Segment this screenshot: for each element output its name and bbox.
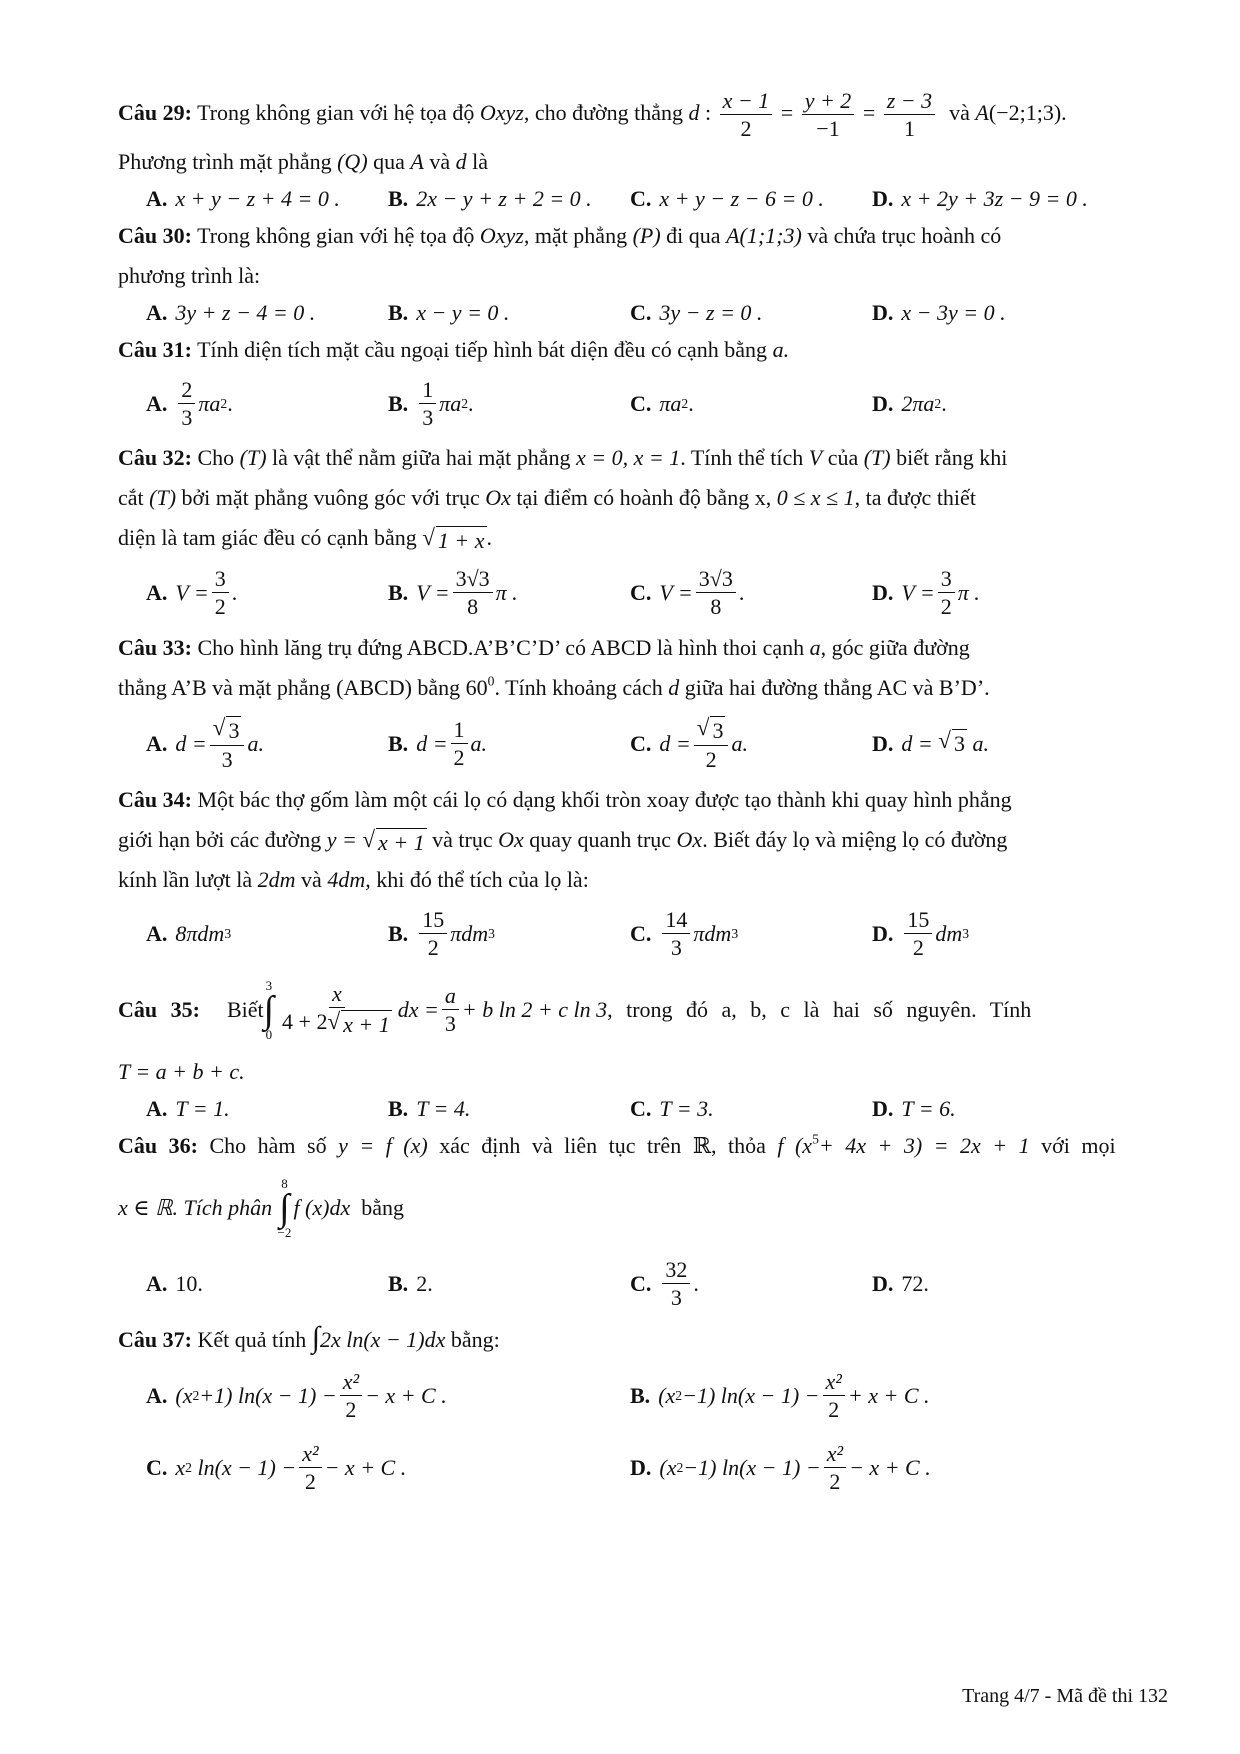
option-d[interactable]: D. d = √ 3 a.	[872, 727, 989, 757]
question-label: Câu 31:	[118, 336, 192, 362]
question-label: Câu 29:	[118, 99, 192, 125]
option-b[interactable]: B. x − y = 0 .	[388, 299, 510, 325]
option-a[interactable]: A. 8πdm 3	[146, 920, 232, 946]
option-c[interactable]: C. d = √ 3 2 a.	[630, 713, 748, 773]
option-b[interactable]: B. 2.	[388, 1270, 433, 1296]
question-30	[118, 216, 1168, 330]
question-34	[118, 780, 1168, 968]
option-d[interactable]: D. 2πa 2 .	[872, 390, 947, 416]
question-32	[118, 438, 1168, 628]
option-c[interactable]: C. V = $\frac{3√3}{8}$ .	[630, 565, 745, 620]
question-label: Câu 34:	[118, 786, 192, 812]
option-d[interactable]: D. 72.	[872, 1270, 929, 1296]
option-b[interactable]: B. d = $\frac{1}{2}$ a.	[388, 716, 488, 771]
answer-options	[118, 1250, 1168, 1318]
integral-sign: 8 ∫ −2	[277, 1175, 292, 1240]
question-32-stem: Câu 32: Cho (T) là vật thể nằm giữa hai mặt phẳng x = 0, x = 1. Tính thể tích V của (T) biết rằng khi	[118, 444, 1008, 470]
page-footer: Trang 4/7 - Mã đề thi 132	[962, 1685, 1168, 1707]
answer-options	[118, 182, 1168, 216]
option-b[interactable]: B. V = $\frac{3√3}{8}$ π .	[388, 565, 518, 620]
option-b[interactable]: B. 2x − y + z + 2 = 0 .	[388, 185, 592, 211]
option-c[interactable]: C. x + y − z − 6 = 0 .	[630, 185, 824, 211]
option-d[interactable]: D. $\frac{15}{2}$ dm 3	[872, 906, 970, 961]
option-c[interactable]: C. $\frac{14}{3}$ πdm 3	[630, 906, 739, 961]
answer-options	[118, 1432, 1168, 1504]
option-b[interactable]: B. $\frac{15}{2}$ πdm 3	[388, 906, 495, 961]
option-a[interactable]: A. d = √ 3 3 a.	[146, 713, 264, 773]
option-c[interactable]: C. 3y − z = 0 .	[630, 299, 763, 325]
option-d[interactable]: D. x − 3y = 0 .	[872, 299, 1006, 325]
question-label: Câu 33:	[118, 634, 192, 660]
answer-options	[118, 708, 1168, 780]
option-fraction: $\frac{1}{3}$	[419, 377, 436, 431]
option-d[interactable]: D. x + 2y + 3z − 9 = 0 .	[872, 185, 1088, 211]
option-b[interactable]: B. T = 4.	[388, 1095, 471, 1121]
answer-options	[118, 558, 1168, 628]
option-a[interactable]: A. 10.	[146, 1270, 203, 1296]
question-37-stem: Câu 37: Kết quả tính ∫2x ln(x − 1)dx bằng:	[118, 1320, 500, 1354]
question-36-stem: Câu 36: Cho hàm số y = f (x) xác định và liên tục trên ℝ, thỏa f $(x^5+ 4x + 3) = 2x + 1$ với mọi	[118, 1131, 1116, 1158]
line-equation-fraction: $\frac{z - 3}{1}$	[884, 88, 935, 142]
option-c[interactable]: C. πa 2 .	[630, 390, 694, 416]
question-35	[118, 968, 1168, 1126]
option-a[interactable]: A. 3y + z − 4 = 0 .	[146, 299, 316, 325]
option-a[interactable]: A. V = $\frac{3}{2}$ .	[146, 565, 238, 620]
option-c[interactable]: C. x 2 ln(x − 1) − $\frac{\text{x²}}{2}$ − x + C .	[146, 1440, 407, 1495]
question-35-stem: Câu 35: Biết 3 ∫ 0 x 4 + 2 √ x + 1 dx = $\frac{a}{3}$ + b ln 2 + c ln 3 , trong đó a, b, c là hai số nguyên. Tính	[118, 977, 1032, 1042]
option-d[interactable]: D. T = 6.	[872, 1095, 956, 1121]
question-29-stem: Câu 29: Trong không gian với hệ tọa độ Oxyz, cho đường thẳng d : $\frac{x - 1}{2}$ = $\frac{y + 2}{-1}$ = $\frac{z - 3}{1}$ và A(−2;1;3).	[118, 88, 1067, 142]
question-33-stem: Câu 33: Cho hình lăng trụ đứng ABCD.A’B’C’D’ có ABCD là hình thoi cạnh a, góc giữa đường	[118, 634, 970, 660]
option-d[interactable]: D. V = $\frac{3}{2}$ π .	[872, 565, 980, 620]
question-37	[118, 1318, 1168, 1504]
question-32-stem-line3: diện là tam giác đều có cạnh bằng √ 1 + x .	[118, 523, 493, 553]
line-equation-fraction: $\frac{x - 1}{2}$	[720, 88, 773, 142]
question-34-stem-line3: kính lần lượt là 2dm và 4dm, khi đó thể tích của lọ là:	[118, 866, 589, 892]
question-36-stem-line2: x ∈ ℝ. Tích phân 8 ∫ −2 f (x)dx bằng	[118, 1175, 404, 1240]
question-34-stem-line2: giới hạn bởi các đường y = √ x + 1 và trục Ox quay quanh trục Ox. Biết đáy lọ và miệng lọ có đường	[118, 825, 1008, 855]
question-31-stem: Câu 31: Tính diện tích mặt cầu ngoại tiếp hình bát diện đều có cạnh bằng a.	[118, 336, 790, 362]
question-34-stem: Câu 34: Một bác thợ gốm làm một cái lọ có dạng khối tròn xoay được tạo thành khi quay hình phẳng	[118, 786, 1012, 812]
question-33-stem-line2: thẳng A’B và mặt phẳng (ABCD) bằng $60^0$. Tính khoảng cách d giữa hai đường thẳng AC và B’D’.	[118, 673, 990, 700]
question-30-stem-line2: phương trình là:	[118, 262, 261, 288]
line-equation-fraction: $\frac{y + 2}{-1}$	[802, 88, 855, 142]
option-c[interactable]: C. T = 3.	[630, 1095, 714, 1121]
option-a[interactable]: A. x + y − z + 4 = 0 .	[146, 185, 340, 211]
question-32-stem-line2: cắt (T) bởi mặt phẳng vuông góc với trục Ox tại điểm có hoành độ bằng x, 0 ≤ x ≤ 1, ta được thiết	[118, 484, 976, 510]
question-label: Câu 37:	[118, 1326, 192, 1352]
exam-page	[118, 88, 1168, 1504]
question-29-stem-line2: Phương trình mặt phẳng (Q) qua A và d là	[118, 148, 489, 174]
answer-options	[118, 370, 1168, 438]
answer-options	[118, 1092, 1168, 1126]
option-fraction: $\frac{2}{3}$	[178, 377, 195, 431]
question-36	[118, 1126, 1168, 1318]
option-a[interactable]: A. $\frac{2}{3}$ πa 2 .	[146, 376, 233, 431]
integral-sign: 3 ∫ 0	[263, 977, 275, 1042]
question-label: Câu 35:	[118, 996, 200, 1022]
option-c[interactable]: C. $\frac{32}{3}$ .	[630, 1256, 699, 1311]
question-29	[118, 88, 1168, 216]
question-31	[118, 330, 1168, 438]
answer-options	[118, 296, 1168, 330]
question-35-stem-line2: T = a + b + c.	[118, 1058, 245, 1084]
question-label: Câu 32:	[118, 444, 192, 470]
option-b[interactable]: B. $\frac{1}{3}$ πa 2 .	[388, 376, 474, 431]
question-33	[118, 628, 1168, 780]
option-a[interactable]: A. (x 2 +1) ln(x − 1) − $\frac{\text{x²}}{2}$ − x + C .	[146, 1368, 447, 1423]
answer-options	[118, 900, 1168, 968]
answer-options	[118, 1360, 1168, 1432]
option-b[interactable]: B. (x 2 −1) ln(x − 1) − $\frac{\text{x²}}{2}$ + x + C .	[630, 1368, 930, 1423]
option-a[interactable]: A. T = 1.	[146, 1095, 230, 1121]
question-label: Câu 30:	[118, 222, 192, 248]
square-root: √ 1 + x	[422, 523, 485, 553]
question-30-stem: Câu 30: Trong không gian với hệ tọa độ Oxyz, mặt phẳng (P) đi qua A(1;1;3) và chứa trục hoành có	[118, 222, 1002, 248]
option-d[interactable]: D. (x 2 −1) ln(x − 1) − $\frac{\text{x²}}{2}$ − x + C .	[630, 1440, 931, 1495]
question-label: Câu 36:	[118, 1132, 198, 1158]
